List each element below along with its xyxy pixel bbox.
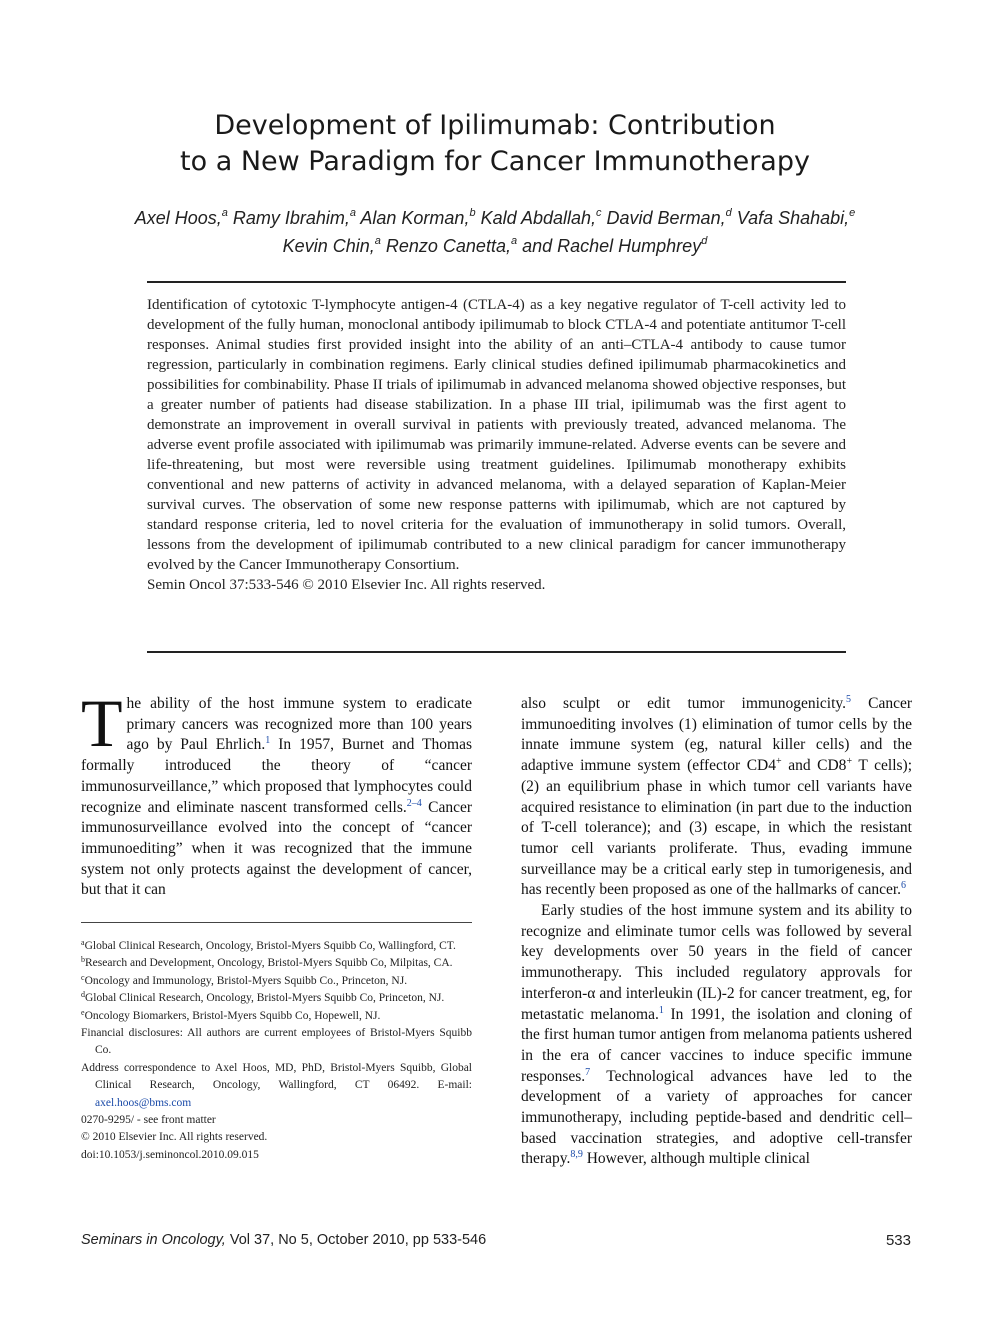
- footnote-mark: e: [81, 1007, 85, 1017]
- author-list: [60, 204, 930, 260]
- author-line-1: [60, 204, 930, 232]
- copyright-line: © 2010 Elsevier Inc. All rights reserved.: [81, 1131, 268, 1144]
- footnote-text: Global Clinical Research, Oncology, Bristol-Myers Squibb Co, Wallingford, CT.: [84, 940, 456, 952]
- affiliation-mark: a: [510, 235, 518, 247]
- body-text: he ability of the host immune system to eradicate primary cancers was recognized more than 100 years ago by Paul Ehrlich.: [126, 695, 472, 754]
- journal-name: Seminars in Oncology,: [81, 1232, 226, 1248]
- affiliation-footnote: [81, 1008, 472, 1025]
- correspondence-text: Address correspondence to Axel Hoos, MD, PhD, Bristol-Myers Squibb, Global Clinical Research, Oncology, Wallingford, CT 06492. E-mail:: [81, 1061, 472, 1092]
- superscript-plus: +: [775, 756, 782, 768]
- affiliation-mark: a: [349, 207, 357, 219]
- affiliation-footnote: [81, 955, 472, 972]
- author: David Berman,: [606, 208, 726, 228]
- author: Axel Hoos,: [134, 208, 222, 228]
- affiliation-mark: c: [596, 207, 602, 219]
- reference-link[interactable]: 8,9: [570, 1149, 583, 1161]
- reference-link[interactable]: 1: [658, 1004, 664, 1016]
- footnote-text: Oncology and Immunology, Bristol-Myers Squibb Co., Princeton, NJ.: [84, 974, 408, 987]
- body-column-left: [81, 685, 473, 901]
- author: Ramy Ibrahim,: [232, 208, 350, 228]
- body-paragraph: [521, 901, 912, 1170]
- affiliation-mark: a: [221, 207, 228, 219]
- affiliation-mark: b: [469, 207, 476, 219]
- abstract-bottom-rule: [147, 651, 846, 653]
- footnote-mark: b: [81, 955, 85, 965]
- affiliation-mark: a: [374, 235, 381, 247]
- reference-link[interactable]: 1: [265, 735, 271, 747]
- body-text: also sculpt or edit tumor immunogenicity.: [521, 695, 847, 712]
- author-line-2: [60, 232, 930, 260]
- body-text: In 1991, the isolation and cloning of the first human tumor antigen from melanoma patients ushered in the era of cancer vaccines to induce specific immune responses.: [521, 1005, 912, 1085]
- affiliation-footnote: [81, 990, 472, 1007]
- affiliation-mark: d: [701, 235, 708, 247]
- reference-link[interactable]: 6: [901, 880, 907, 892]
- disclosure-footnote: Financial disclosures: All authors are current employees of Bristol-Myers Squibb Co.: [81, 1027, 472, 1057]
- superscript-plus: +: [846, 756, 853, 768]
- affiliation-mark: d: [725, 207, 732, 219]
- footnote-text: Global Clinical Research, Oncology, Bristol-Myers Squibb Co, Princeton, NJ.: [85, 992, 445, 1005]
- email-link[interactable]: axel.hoos@bms.com: [95, 1096, 192, 1109]
- journal-citation: [81, 1232, 486, 1248]
- page-footer: [81, 1232, 911, 1254]
- author: Kald Abdallah,: [480, 208, 597, 228]
- abstract-citation: Semin Oncol 37:533-546 © 2010 Elsevier Inc. All rights reserved.: [147, 577, 546, 593]
- affiliation-footnote: [81, 973, 472, 990]
- body-text: However, although multiple clinical: [582, 1150, 810, 1168]
- title-line-2: to a New Paradigm for Cancer Immunotherapy: [180, 146, 810, 177]
- abstract-text: Identification of cytotoxic T-lymphocyte antigen-4 (CTLA-4) as a key negative regulator of T-cell activity led to development of the fully human, monoclonal antibody ipilimumab to block CTLA-4 and potentiate antitumor T-cell responses. Animal studies first provided insight into the ability of an anti–CTLA-4 antibody to cause tumor regression, particularly in combination regimens. Early clinical studies defined ipilimumab pharmacokinetics and possibilities for combinability. Phase II trials of ipilimumab in advanced melanoma showed objective responses, but a greater number of patients had disease stabilization. In a phase III trial, ipilimumab was the first agent to demonstrate an improvement in overall survival in patients with previously treated, advanced melanoma. The adverse event profile associated with ipilimumab was primarily immune-related. Adverse events can be severe and life-threatening, but most were reversible using treatment guidelines. Ipilimumab monotherapy exhibits conventional and new patterns of activity in advanced melanoma, with a delayed separation of Kaplan-Meier survival curves. The observation of some new response patterns with ipilimumab, which are not captured by standard response criteria, led to novel criteria for the evaluation of immunotherapy in solid tumors. Overall, lessons from the development of ipilimumab contributed to a new clinical paradigm for cancer immunotherapy evolved by the Cancer Immunotherapy Consortium.: [147, 297, 846, 573]
- abstract-top-rule: [147, 281, 846, 283]
- doi-line[interactable]: doi:10.1053/j.seminoncol.2010.09.015: [81, 1148, 259, 1161]
- footnote-text: Oncology Biomarkers, Bristol-Myers Squibb Co, Hopewell, NJ.: [84, 1009, 381, 1022]
- body-paragraph: [81, 685, 473, 901]
- page-number: 533: [885, 1232, 911, 1249]
- reference-link[interactable]: 7: [585, 1066, 591, 1078]
- author: and Rachel Humphrey: [522, 236, 702, 256]
- body-text: Cancer immunosurveillance evolved into the concept of “cancer immunoediting” when it was recognized that the immune system not only protects against the development of cancer, but that it can: [81, 798, 473, 899]
- article-title: [80, 108, 910, 180]
- abstract: [147, 295, 846, 595]
- body-text: In 1957, Burnet and Thomas formally introduced the theory of “cancer immunosurveillance,” which proposed that lymphocytes could recognize and eliminate nascent transformed cells.: [81, 736, 472, 816]
- body-paragraph: [521, 694, 912, 901]
- footnote-mark: c: [81, 972, 85, 982]
- affiliation-footnote: [81, 938, 472, 955]
- title-line-1: Development of Ipilimumab: Contribution: [214, 110, 776, 141]
- author: Kevin Chin,: [282, 236, 375, 256]
- body-text: T cells); (2) an equilibrium phase in which tumor cell variants have acquired resistance to elimination (in part due to the induction of T-cell tolerance); and (3) escape, in which the resistant tumor cell variants proliferate. Thus, evading immune surveillance may be a critical early step in tumorigenesis, and has recently been proposed as one of the hallmarks of cancer.: [521, 757, 912, 899]
- author: Vafa Shahabi,: [736, 208, 850, 228]
- footnotes: [81, 938, 472, 1164]
- journal-details: Vol 37, No 5, October 2010, pp 533-546: [225, 1232, 487, 1248]
- drop-cap: T: [81, 685, 123, 761]
- body-text: Early studies of the host immune system and its ability to recognize and eliminate tumor cells was followed by several key developments over 50 years in the field of cancer immunotherapy. This included regulatory approvals for interferon-α and interleukin (IL)-2 for cancer treatment, eg, for metastatic melanoma.: [521, 902, 912, 1023]
- author: Alan Korman,: [360, 208, 470, 228]
- footnote-mark: d: [81, 990, 85, 1000]
- correspondence-footnote: [81, 1060, 472, 1112]
- footnote-mark: a: [81, 938, 85, 947]
- affiliation-mark: e: [849, 207, 856, 219]
- body-column-right: [521, 694, 912, 1170]
- author: Renzo Canetta,: [385, 236, 511, 256]
- issn-line: 0270-9295/ - see front matter: [81, 1114, 216, 1127]
- footnote-divider: [81, 922, 472, 923]
- reference-link[interactable]: 2–4: [406, 797, 422, 809]
- footnote-text: Research and Development, Oncology, Bristol-Myers Squibb Co, Milpitas, CA.: [85, 957, 453, 970]
- body-text: and CD8: [781, 757, 847, 775]
- body-text: Technological advances have led to the development of a variety of approaches for cancer immunotherapy, including peptide-based and dendritic cell–based vaccination strategies, and adoptive cell-transfer therapy.: [521, 1067, 912, 1168]
- body-text: Cancer immunoediting involves (1) elimination of tumor cells by the innate immune system (eg, natural killer cells) and the adaptive immune system (effector CD4: [521, 695, 912, 775]
- reference-link[interactable]: 5: [846, 694, 852, 705]
